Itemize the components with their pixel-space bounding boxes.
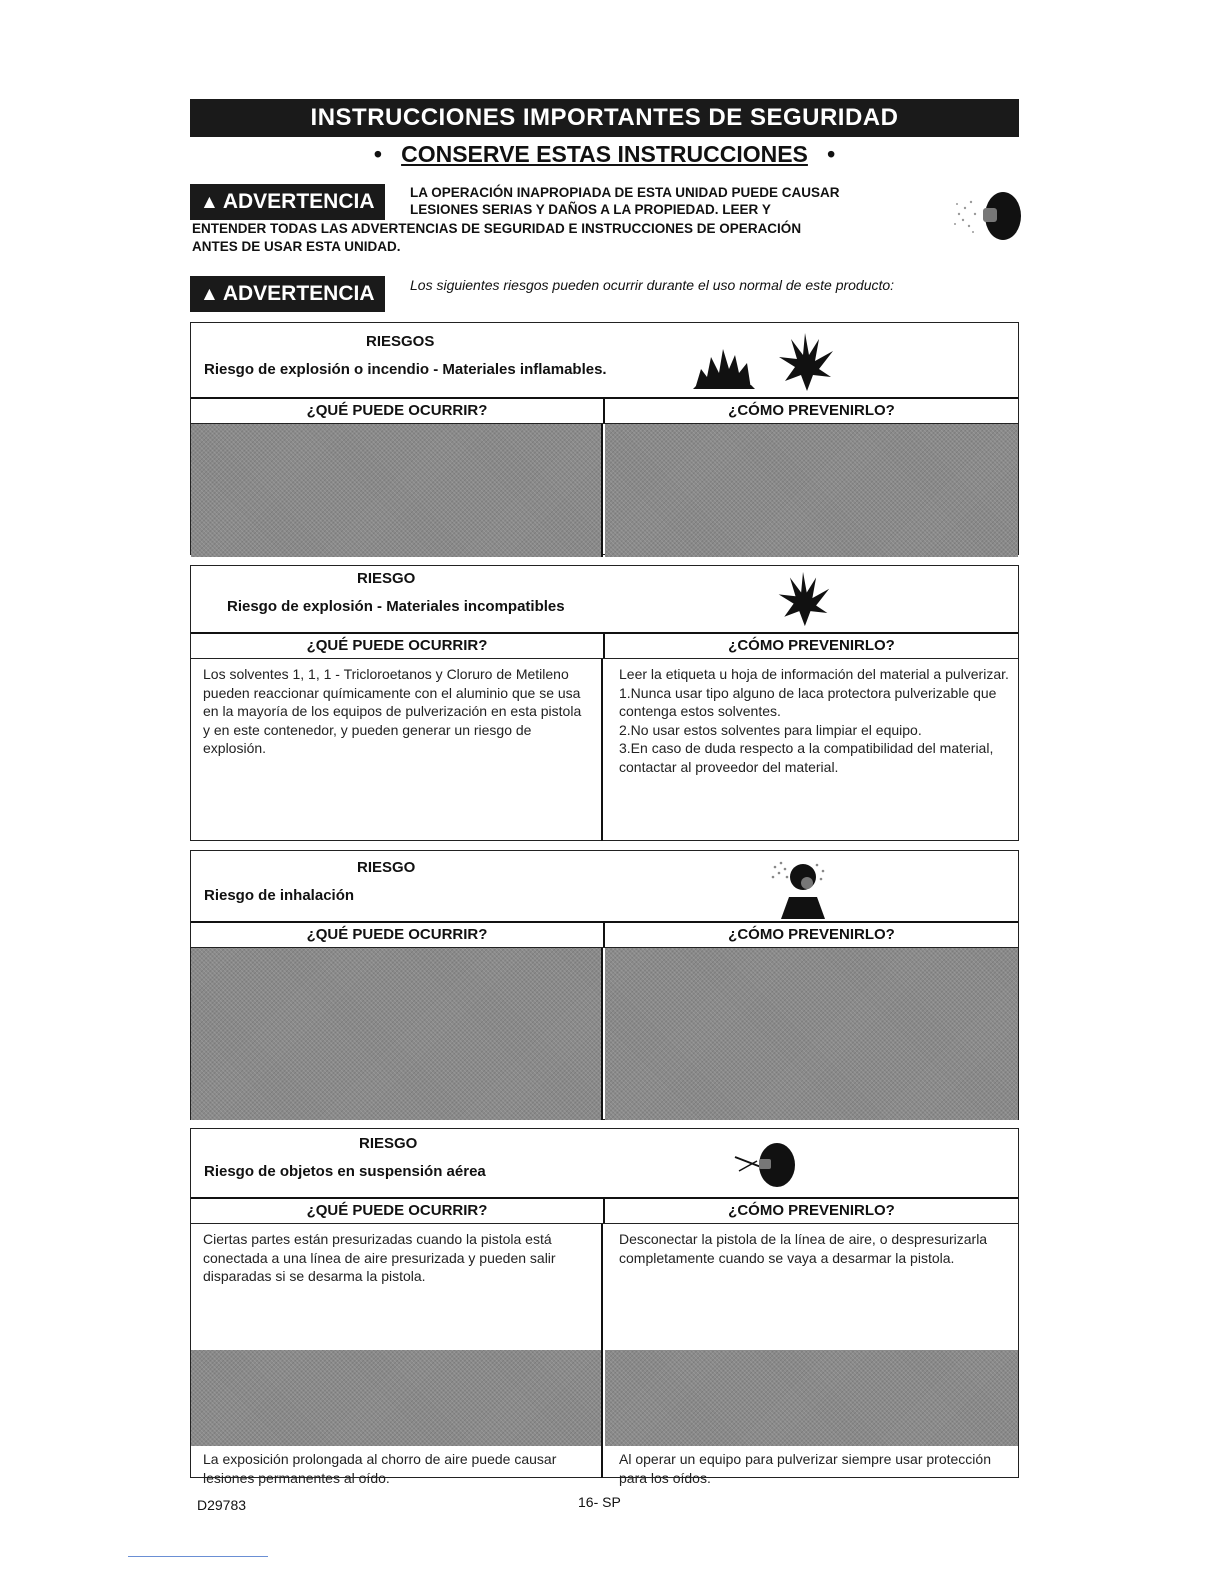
redacted-text-block bbox=[605, 424, 1018, 557]
hazard-description: Los solventes 1, 1, 1 - Tricloroetanos y Cloruro de Metileno pueden reaccionar químicamente con el aluminio que se usa en la mayoría de los equipos de pulverización en esta pistola y en este contenedor, y pueden generar un riesgo de explosión. bbox=[191, 659, 603, 841]
risk-label: RIESGO bbox=[359, 1135, 418, 1152]
warning-badge: ▲ ADVERTENCIA bbox=[190, 184, 385, 220]
explosion-icon bbox=[773, 570, 833, 628]
respirator-icon bbox=[769, 857, 839, 919]
column-header-what: ¿QUÉ PUEDE OCURRIR? bbox=[191, 923, 605, 947]
warning-text: LA OPERACIÓN INAPROPIADA DE ESTA UNIDAD PUEDE CAUSAR LESIONES SERIAS Y DAÑOS A LA PROPIEDAD. LEER Y bbox=[410, 185, 840, 217]
document-code: D29783 bbox=[197, 1497, 247, 1513]
goggles-icon bbox=[945, 180, 1025, 250]
divider bbox=[128, 1556, 268, 1557]
risk-description: Riesgo de objetos en suspensión aérea bbox=[204, 1163, 486, 1180]
risk-box-incompatible bbox=[190, 565, 1019, 841]
warning-risks-intro: Los siguientes riesgos pueden ocurrir durante el uso normal de este producto: bbox=[410, 277, 895, 293]
redacted-text-block bbox=[605, 948, 1018, 1120]
page-number: 16- SP bbox=[578, 1494, 621, 1510]
redacted-text-block bbox=[191, 424, 603, 557]
redacted-text-block bbox=[191, 1350, 603, 1446]
risk-description: Riesgo de explosión - Materiales incompatibles bbox=[227, 598, 565, 615]
warning-triangle-icon: ▲ bbox=[200, 192, 219, 213]
warning-text-continued: ENTENDER TODAS LAS ADVERTENCIAS DE SEGURIDAD E INSTRUCCIONES DE OPERACIÓN ANTES DE USAR ESTA UNIDAD. bbox=[192, 221, 802, 254]
column-header-what: ¿QUÉ PUEDE OCURRIR? bbox=[191, 634, 605, 658]
redacted-text-block bbox=[605, 1350, 1018, 1446]
risk-label: RIESGO bbox=[357, 859, 416, 876]
risk-box-airborne bbox=[190, 1128, 1019, 1486]
risk-label: RIESGOS bbox=[366, 333, 435, 350]
prevention-text: Desconectar la pistola de la línea de aire, o despresurizarla completamente cuando se vaya a desarmar la pistola. bbox=[619, 1231, 988, 1266]
column-header-how: ¿CÓMO PREVENIRLO? bbox=[728, 402, 895, 419]
column-header-how: ¿CÓMO PREVENIRLO? bbox=[728, 926, 895, 943]
column-header-how: ¿CÓMO PREVENIRLO? bbox=[728, 637, 895, 654]
warning-triangle-icon: ▲ bbox=[200, 284, 219, 305]
page-subtitle bbox=[190, 141, 1019, 168]
page-title: INSTRUCCIONES IMPORTANTES DE SEGURIDAD bbox=[190, 99, 1019, 137]
hazard-description: La exposición prolongada al chorro de aire puede causar lesiones permanentes al oído. bbox=[191, 1446, 603, 1478]
redacted-text-block bbox=[191, 948, 603, 1120]
risk-box-inhalation bbox=[190, 850, 1019, 1120]
risk-description: Riesgo de inhalación bbox=[204, 887, 355, 904]
explosion-icon bbox=[775, 331, 835, 393]
column-header-what: ¿QUÉ PUEDE OCURRIR? bbox=[191, 1199, 605, 1223]
bullet: • bbox=[827, 141, 836, 167]
prevention-list: Leer la etiqueta u hoja de información del material a pulverizar. 1.Nunca usar tipo alguno de laca protectora pulverizable que contenga estos solventes. 2.No usar estos solventes para limpiar el equipo. 3.En caso de duda respecto a la compatibilidad del material, contactar al proveedor del material. bbox=[619, 666, 1009, 775]
hazard-description: Ciertas partes están presurizadas cuando la pistola está conectada a una línea de aire presurizada y pueden salir disparadas si se desarma la pistola. bbox=[191, 1224, 603, 1350]
flying-object-icon bbox=[731, 1137, 801, 1191]
risk-description: Riesgo de explosión o incendio - Materiales inflamables. bbox=[204, 361, 607, 378]
risk-box-fire bbox=[190, 322, 1019, 555]
subtitle-text: CONSERVE ESTAS INSTRUCCIONES bbox=[401, 141, 808, 167]
column-header-how: ¿CÓMO PREVENIRLO? bbox=[728, 1202, 895, 1219]
prevention-text: Al operar un equipo para pulverizar siempre usar protección para los oídos. bbox=[619, 1451, 991, 1486]
column-header-what: ¿QUÉ PUEDE OCURRIR? bbox=[191, 399, 605, 423]
warning-badge: ▲ ADVERTENCIA bbox=[190, 276, 385, 312]
risk-label: RIESGO bbox=[357, 570, 416, 587]
bullet: • bbox=[373, 141, 382, 167]
fire-icon bbox=[691, 339, 761, 391]
